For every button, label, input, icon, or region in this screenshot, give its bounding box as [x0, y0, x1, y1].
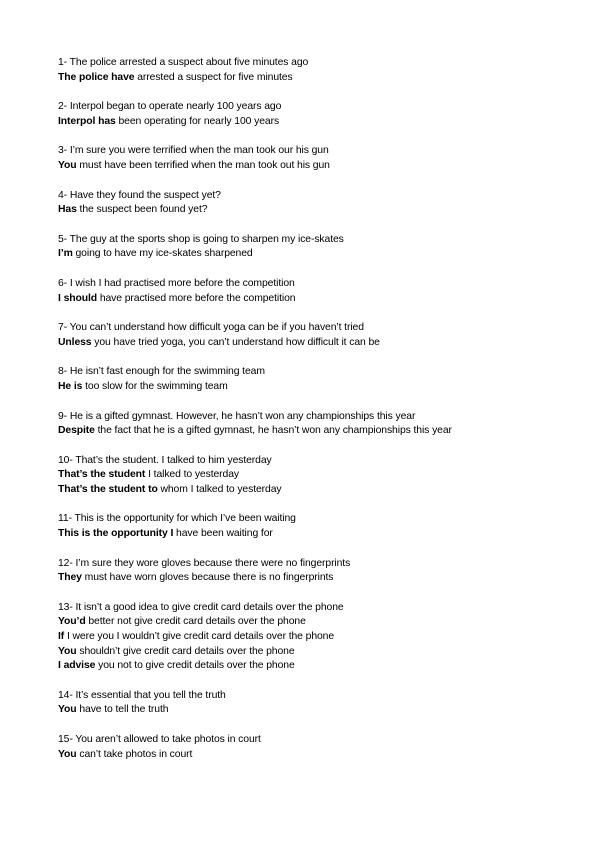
- answer-sentence: Has the suspect been found yet?: [58, 204, 208, 216]
- prompt-sentence: 13- It isn’t a good idea to give credit card details over the phone: [58, 601, 344, 613]
- answer-sentence: Interpol has been operating for nearly 100 years: [58, 115, 280, 127]
- prompt-sentence: 4- Have they found the suspect yet?: [58, 189, 221, 201]
- answer-keyword: If: [58, 631, 65, 643]
- answer-keyword: He is: [58, 380, 83, 392]
- prompt-sentence: 5- The guy at the sports shop is going to sharpen my ice-skates: [58, 233, 344, 245]
- exercise-item-10: [58, 454, 578, 498]
- answer-sentence: You have to tell the truth: [58, 704, 169, 716]
- exercise-item-11: [58, 512, 578, 541]
- answer-keyword: I’m: [58, 248, 73, 260]
- answer-keyword: Interpol has: [58, 115, 116, 127]
- answer-keyword: I should: [58, 292, 98, 304]
- answer-sentence: This is the opportunity I have been waiting for: [58, 528, 273, 540]
- answer-keyword: That’s the student to: [58, 483, 158, 495]
- exercise-item-15: [58, 733, 578, 762]
- answer-keyword: You: [58, 645, 77, 657]
- answer-sentence: You shouldn’t give credit card details over the phone: [58, 645, 295, 657]
- exercise-item-2: [58, 100, 578, 129]
- answer-sentence: The police have arrested a suspect for five minutes: [58, 71, 293, 83]
- prompt-sentence: 1- The police arrested a suspect about five minutes ago: [58, 57, 309, 68]
- answer-sentence: That’s the student I talked to yesterday: [58, 469, 239, 481]
- prompt-sentence: 10- That’s the student. I talked to him yesterday: [58, 454, 272, 466]
- answer-sentence: I should have practised more before the competition: [58, 292, 296, 304]
- answer-keyword: Unless: [58, 336, 92, 348]
- exercise-item-7: [58, 321, 578, 350]
- answer-keyword: Despite: [58, 425, 95, 437]
- answer-keyword: They: [58, 572, 82, 584]
- prompt-sentence: 11- This is the opportunity for which I’ve been waiting: [58, 513, 296, 525]
- answer-sentence: Unless you have tried yoga, you can’t understand how difficult it can be: [58, 336, 380, 348]
- answer-keyword: You: [58, 159, 77, 171]
- answer-sentence: They must have worn gloves because there is no fingerprints: [58, 572, 334, 584]
- exercise-item-14: [58, 689, 578, 718]
- prompt-sentence: 8- He isn’t fast enough for the swimming team: [58, 366, 265, 378]
- exercise-item-3: [58, 144, 578, 173]
- answer-keyword: You: [58, 704, 77, 716]
- exercise-item-4: [58, 189, 578, 218]
- answer-sentence: You must have been terrified when the man took out his gun: [58, 159, 330, 171]
- prompt-sentence: 14- It’s essential that you tell the truth: [58, 689, 226, 701]
- answer-keyword: This is the opportunity I: [58, 528, 174, 540]
- prompt-sentence: 2- Interpol began to operate nearly 100 years ago: [58, 101, 282, 113]
- prompt-sentence: 15- You aren’t allowed to take photos in court: [58, 734, 261, 745]
- exercise-item-6: [58, 277, 578, 306]
- answer-sentence: I’m going to have my ice-skates sharpened: [58, 248, 253, 260]
- answer-keyword: Has: [58, 204, 77, 216]
- answer-sentence: If I were you I wouldn’t give credit card details over the phone: [58, 631, 335, 643]
- answer-keyword: I advise: [58, 660, 96, 672]
- exercise-item-1: [58, 56, 578, 85]
- prompt-sentence: 3- I’m sure you were terrified when the man took our his gun: [58, 145, 329, 157]
- answer-sentence: Despite the fact that he is a gifted gymnast, he hasn’t won any championships this year: [58, 425, 452, 437]
- answer-sentence: You’d better not give credit card details over the phone: [58, 616, 306, 628]
- answer-keyword: That’s the student: [58, 469, 146, 481]
- answer-sentence: That’s the student to whom I talked to yesterday: [58, 483, 282, 495]
- exercise-sheet: [58, 56, 578, 777]
- answer-sentence: You can’t take photos in court: [58, 748, 193, 760]
- answer-keyword: You’d: [58, 616, 86, 628]
- exercise-item-12: [58, 557, 578, 586]
- exercise-item-5: [58, 233, 578, 262]
- answer-keyword: The police have: [58, 71, 135, 83]
- exercise-item-13: [58, 601, 578, 674]
- prompt-sentence: 7- You can’t understand how difficult yoga can be if you haven’t tried: [58, 322, 364, 334]
- answer-sentence: He is too slow for the swimming team: [58, 380, 228, 392]
- prompt-sentence: 6- I wish I had practised more before the competition: [58, 277, 295, 289]
- prompt-sentence: 12- I’m sure they wore gloves because there were no fingerprints: [58, 557, 351, 569]
- exercise-item-8: [58, 365, 578, 394]
- exercise-item-9: [58, 410, 578, 439]
- answer-sentence: I advise you not to give credit details over the phone: [58, 660, 295, 672]
- answer-keyword: You: [58, 748, 77, 760]
- prompt-sentence: 9- He is a gifted gymnast. However, he hasn’t won any championships this year: [58, 410, 416, 422]
